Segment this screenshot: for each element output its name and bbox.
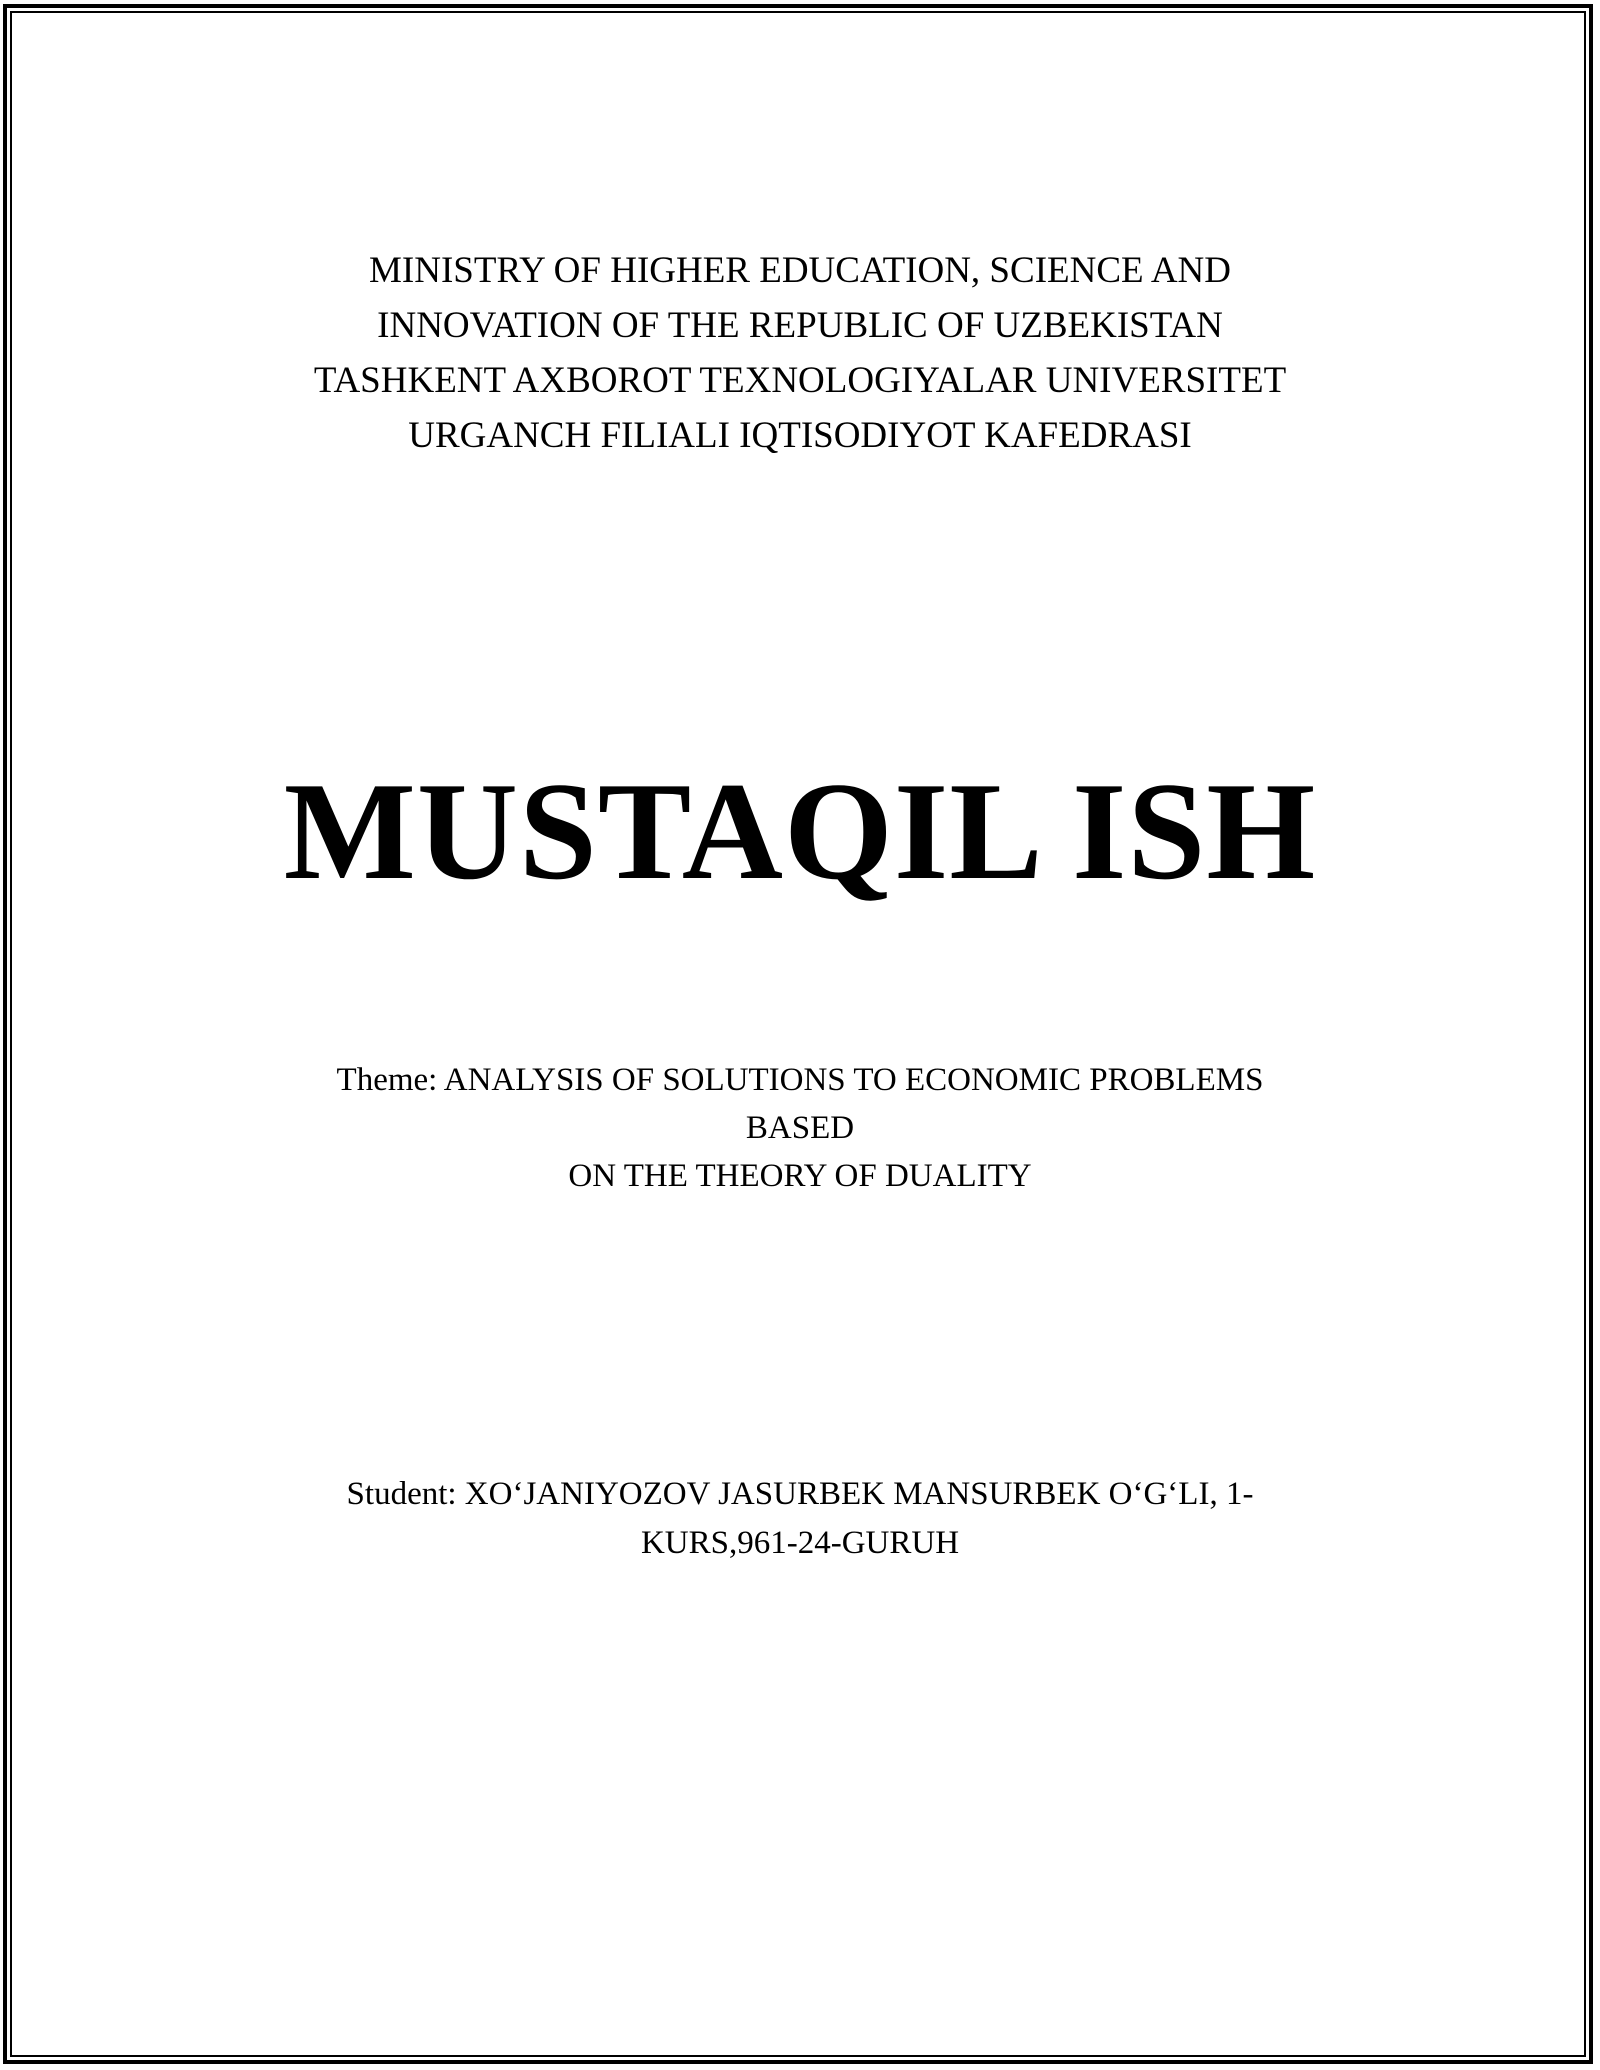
theme-line: BASED — [745, 1110, 855, 1146]
institution-header — [0, 243, 1600, 463]
theme-line: ON THE THEORY OF DUALITY — [568, 1158, 1032, 1194]
institution-line: TASHKENT AXBOROT TEXNOLOGIYALAR UNIVERSITET — [313, 360, 1287, 401]
theme-line: Theme: ANALYSIS OF SOLUTIONS TO ECONOMIC PROBLEMS — [336, 1062, 1264, 1098]
institution-line: URGANCH FILIALI IQTISODIYOT KAFEDRASI — [408, 415, 1192, 456]
student-line: Student: XO‘JANIYOZOV JASURBEK MANSURBEK O‘G‘LI, 1- — [346, 1476, 1254, 1512]
student-line: KURS,961-24-GURUH — [640, 1525, 960, 1561]
institution-line: MINISTRY OF HIGHER EDUCATION, SCIENCE AND — [369, 250, 1231, 291]
student-block — [0, 1470, 1600, 1568]
institution-line: INNOVATION OF THE REPUBLIC OF UZBEKISTAN — [377, 305, 1223, 346]
theme-block — [0, 1056, 1600, 1200]
document-title: MUSTAQIL ISH — [283, 754, 1317, 909]
